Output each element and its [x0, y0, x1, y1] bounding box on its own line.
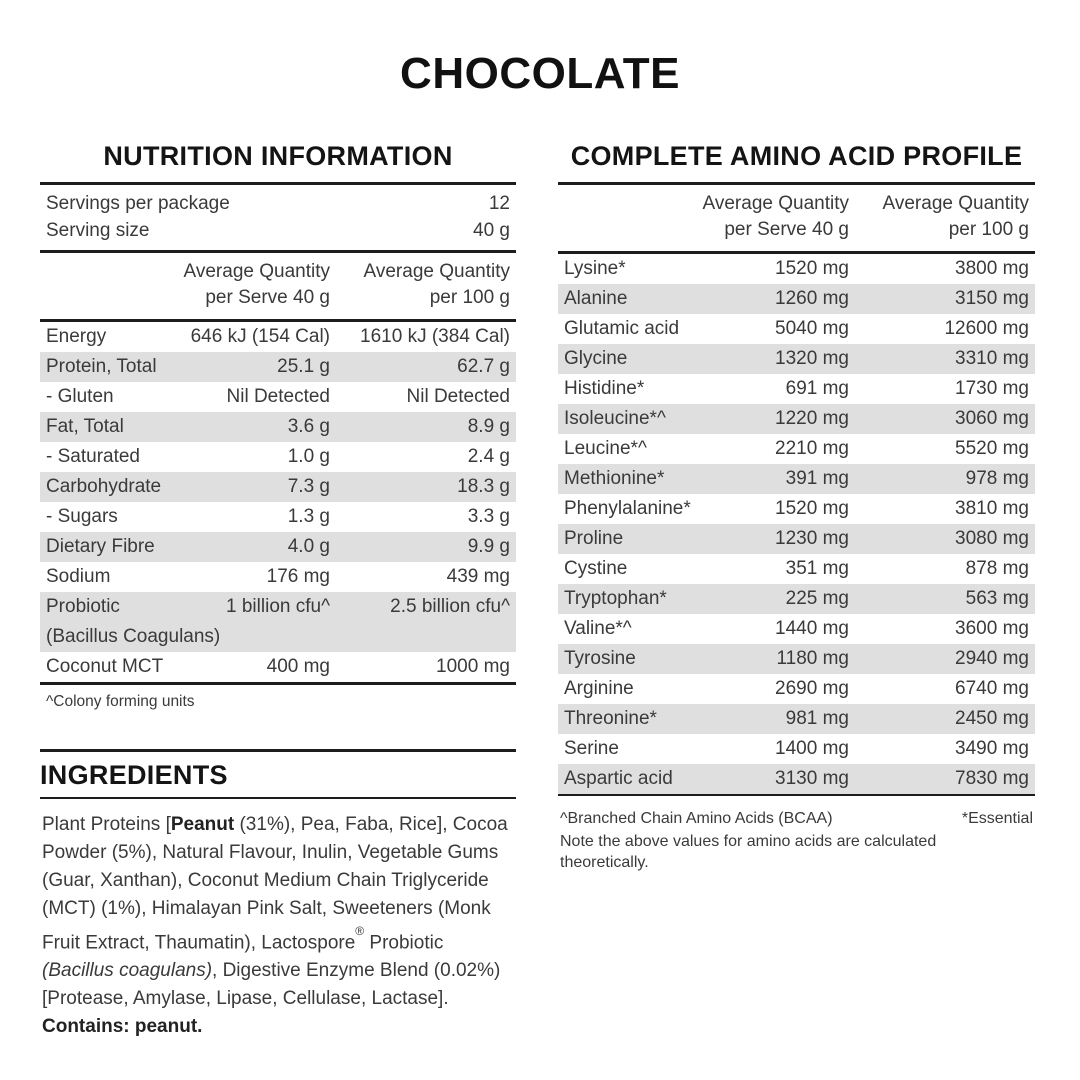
per-serve-header: Average Quantity per Serve 40 g	[702, 193, 849, 240]
per-100g-value: Nil Detected	[406, 386, 510, 407]
serving-size-value: 40 g	[473, 220, 510, 241]
amino-column-headers	[558, 185, 1035, 251]
per-100g-value: 3150 mg	[955, 288, 1029, 309]
amino-label: Tyrosine	[564, 648, 636, 669]
per-100g-value: 8.9 g	[467, 416, 510, 437]
per-serve-value: 1.3 g	[287, 506, 330, 527]
amino-label: Methionine*	[564, 468, 665, 489]
per-serve-value: 1.0 g	[287, 446, 330, 467]
table-row	[558, 464, 1035, 494]
per-serve-value: 176 mg	[266, 566, 330, 587]
per-100g-value: 3490 mg	[955, 738, 1029, 759]
per-100g-value: 1000 mg	[436, 656, 510, 677]
per-serve-value: 7.3 g	[287, 476, 330, 497]
amino-label: Threonine*	[564, 708, 657, 729]
per-100g-value: 978 mg	[965, 468, 1029, 489]
table-row	[558, 374, 1035, 404]
table-row	[40, 352, 516, 382]
nutrient-label: Carbohydrate	[46, 476, 162, 497]
servings-row	[46, 190, 510, 217]
nutrient-sublabel: (Bacillus Coagulans)	[46, 626, 221, 647]
amino-table-body	[558, 254, 1035, 794]
table-row	[558, 704, 1035, 734]
ingredients-text: Probiotic	[364, 932, 444, 954]
per-100g-value: 2940 mg	[955, 648, 1029, 669]
per-100g-value: 1610 kJ (384 Cal)	[360, 326, 510, 347]
per-100g-value: 3310 mg	[955, 348, 1029, 369]
amino-label: Glutamic acid	[564, 318, 680, 339]
amino-label: Cystine	[564, 558, 628, 579]
per-100g-value: 9.9 g	[467, 536, 510, 557]
per-100g-value: 12600 mg	[944, 318, 1029, 339]
per-serve-value: 5040 mg	[775, 318, 849, 339]
amino-label: Phenylalanine*	[564, 498, 691, 519]
nutrient-label: Energy	[46, 326, 107, 347]
per-serve-value: 391 mg	[785, 468, 849, 489]
per-serve-value: 1400 mg	[775, 738, 849, 759]
theoretical-note: Note the above values for amino acids are calculated theoretically.	[560, 833, 937, 871]
per-serve-value: 225 mg	[785, 588, 849, 609]
per-100g-value: 3060 mg	[955, 408, 1029, 429]
table-row	[40, 652, 516, 682]
per-100g-value: 62.7 g	[457, 356, 510, 377]
amino-label: Lysine*	[564, 258, 626, 279]
nutrient-label: Dietary Fibre	[46, 536, 155, 557]
per-serve-value: 691 mg	[785, 378, 849, 399]
registered-trademark-mark: ®	[355, 924, 365, 938]
servings-label: Servings per package	[46, 193, 230, 214]
allergen-bold-text: Peanut	[170, 814, 235, 835]
per-100g-value: 3080 mg	[955, 528, 1029, 549]
table-row	[558, 554, 1035, 584]
per-100g-value: 7830 mg	[955, 768, 1029, 789]
servings-value: 12	[488, 193, 510, 214]
per-100g-value: 563 mg	[965, 588, 1029, 609]
per-serve-value: 1440 mg	[775, 618, 849, 639]
per-serve-value: 1 billion cfu^	[226, 596, 330, 617]
amino-label: Valine*^	[564, 618, 632, 639]
per-100g-value: 2450 mg	[955, 708, 1029, 729]
footnote-line	[558, 808, 1035, 829]
amino-label: Tryptophan*	[564, 588, 667, 609]
nutrient-label: Fat, Total	[46, 416, 124, 437]
ingredients-text: Plant Proteins [	[42, 814, 171, 835]
species-italic-text: (Bacillus coagulans)	[42, 960, 213, 982]
per-100g-value: 3600 mg	[955, 618, 1029, 639]
per-100g-header: Average Quantity per 100 g	[882, 193, 1029, 240]
table-row	[558, 494, 1035, 524]
table-row	[558, 284, 1035, 314]
per-100g-value: 1730 mg	[955, 378, 1029, 399]
per-serve-value: 400 mg	[266, 656, 330, 677]
table-row	[558, 614, 1035, 644]
table-row	[40, 532, 516, 562]
table-row	[558, 734, 1035, 764]
amino-heading: COMPLETE AMINO ACID PROFILE	[570, 141, 1023, 171]
per-serve-value: 3130 mg	[775, 768, 849, 789]
amino-label: Histidine*	[564, 378, 645, 399]
flavour-title: CHOCOLATE	[400, 49, 680, 98]
table-row	[558, 524, 1035, 554]
table-row	[558, 434, 1035, 464]
amino-label: Alanine	[564, 288, 628, 309]
divider	[558, 794, 1035, 796]
two-column-layout	[0, 140, 1080, 1041]
serving-size-label: Serving size	[46, 220, 150, 241]
servings-row	[46, 217, 510, 244]
ingredients-text: (31%), Pea, Faba, Rice], Cocoa Powder (5%), Natural Flavour, Inulin, Vegetable Gums (Guar, Xanthan), Coconut Medium Chain Triglyceride (MCT) (1%), Himalayan Pink Salt, Sweeteners (Monk Fruit Extract, Thaumatin), Lactospore	[42, 814, 508, 954]
table-row	[40, 412, 516, 442]
per-serve-value: 1220 mg	[775, 408, 849, 429]
nutrition-heading: NUTRITION INFORMATION	[103, 141, 453, 171]
table-row	[558, 344, 1035, 374]
contains-statement: Contains: peanut.	[42, 1016, 203, 1038]
per-serve-value: 2210 mg	[775, 438, 849, 459]
table-row	[40, 472, 516, 502]
table-row	[40, 502, 516, 532]
table-row	[558, 314, 1035, 344]
per-serve-value: 351 mg	[785, 558, 849, 579]
per-100g-value: 3800 mg	[955, 258, 1029, 279]
table-row	[40, 562, 516, 592]
table-row	[558, 674, 1035, 704]
table-row	[40, 322, 516, 352]
cfu-footnote: ^Colony forming units	[46, 693, 195, 710]
nutrition-table-body	[40, 322, 516, 682]
amino-label: Proline	[564, 528, 624, 549]
per-serve-value: 981 mg	[785, 708, 849, 729]
per-100g-value: 878 mg	[965, 558, 1029, 579]
per-serve-value: 25.1 g	[277, 356, 330, 377]
nutrient-label: Sodium	[46, 566, 111, 587]
nutrition-information-section	[40, 140, 516, 1041]
amino-label: Glycine	[564, 348, 628, 369]
per-serve-value: 3.6 g	[287, 416, 330, 437]
per-100g-value: 3810 mg	[955, 498, 1029, 519]
table-row	[558, 584, 1035, 614]
divider	[40, 797, 516, 799]
per-serve-value: 1180 mg	[776, 648, 849, 669]
per-serve-value: 4.0 g	[287, 536, 330, 557]
table-row	[40, 382, 516, 412]
ingredients-paragraph	[40, 811, 516, 1013]
per-serve-value: 1520 mg	[775, 258, 849, 279]
servings-block	[40, 185, 516, 250]
nutrient-label: - Sugars	[46, 506, 118, 527]
nutrient-label: - Gluten	[46, 386, 114, 407]
ingredients-heading: INGREDIENTS	[40, 760, 228, 790]
nutrient-label: Coconut MCT	[46, 656, 164, 677]
per-100g-value: 2.4 g	[467, 446, 510, 467]
amino-label: Aspartic acid	[564, 768, 673, 789]
amino-label: Arginine	[564, 678, 634, 699]
amino-label: Leucine*^	[564, 438, 647, 459]
table-row	[558, 254, 1035, 284]
per-serve-value: 646 kJ (154 Cal)	[190, 326, 330, 347]
amino-label: Serine	[564, 738, 619, 759]
essential-footnote: *Essential	[961, 810, 1033, 827]
table-row	[558, 404, 1035, 434]
per-serve-value: 1520 mg	[775, 498, 849, 519]
per-100g-header: Average Quantity per 100 g	[363, 261, 510, 308]
nutrient-label: Probiotic	[46, 596, 120, 617]
nutrition-column-headers	[40, 253, 516, 319]
per-100g-value: 18.3 g	[457, 476, 510, 497]
nutrient-label: - Saturated	[46, 446, 140, 467]
per-serve-value: Nil Detected	[226, 386, 330, 407]
per-serve-value: 1230 mg	[775, 528, 849, 549]
per-serve-header: Average Quantity per Serve 40 g	[183, 261, 330, 308]
bcaa-footnote: ^Branched Chain Amino Acids (BCAA)	[560, 810, 833, 827]
per-serve-value: 1320 mg	[775, 348, 849, 369]
per-100g-value: 2.5 billion cfu^	[390, 596, 510, 617]
per-serve-value: 2690 mg	[775, 678, 849, 699]
per-100g-value: 5520 mg	[955, 438, 1029, 459]
per-100g-value: 3.3 g	[467, 506, 510, 527]
table-row	[40, 442, 516, 472]
table-row	[558, 644, 1035, 674]
ingredients-text: , Digestive Enzyme Blend (0.02%) [Protease, Amylase, Lipase, Cellulase, Lactase].	[42, 960, 501, 1010]
amino-acid-profile-section	[558, 140, 1035, 1041]
nutrient-label: Protein, Total	[46, 356, 157, 377]
amino-label: Isoleucine*^	[564, 408, 666, 429]
per-100g-value: 6740 mg	[955, 678, 1029, 699]
table-row-probiotic	[40, 592, 516, 652]
ingredients-section	[40, 749, 516, 1041]
amino-footnotes	[558, 808, 1035, 873]
table-row	[558, 764, 1035, 794]
per-serve-value: 1260 mg	[775, 288, 849, 309]
per-100g-value: 439 mg	[446, 566, 510, 587]
